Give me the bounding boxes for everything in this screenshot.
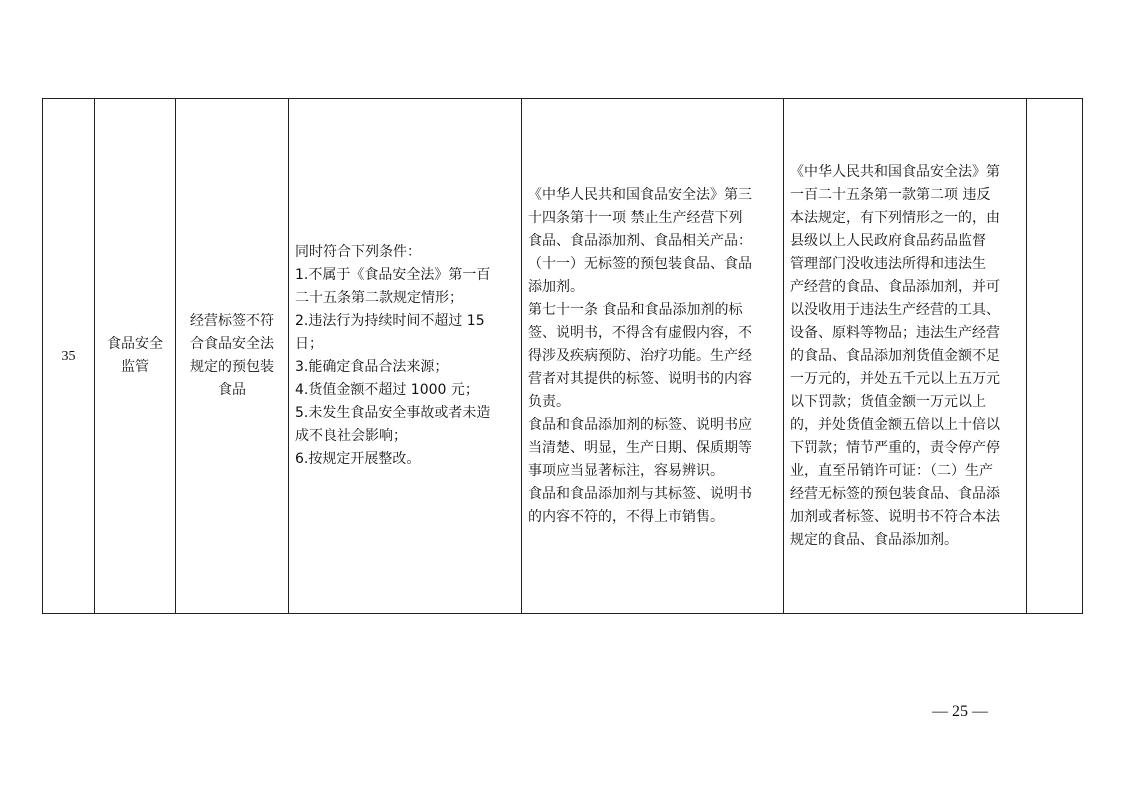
legal-basis-line: 营者对其提供的标签、说明书的内容 [528, 370, 752, 387]
legal-basis-line: 《中华人民共和国食品安全法》第三 [528, 186, 752, 203]
penalty-line: 县级以上人民政府食品药品监督 [790, 232, 986, 249]
legal-basis-line: 第七十一条 食品和食品添加剂的标 [528, 301, 743, 318]
penalty-line: 本法规定，有下列情形之一的，由 [790, 209, 1000, 226]
item-line: 食品 [218, 382, 246, 398]
condition-line: 6.按规定开展整改。 [295, 451, 421, 467]
legal-basis-line: 的内容不符的，不得上市销售。 [528, 508, 724, 525]
penalty-line: 以没收用于违法生产经营的工具、 [790, 301, 1000, 318]
legal-basis-line: 得涉及疾病预防、治疗功能。生产经 [528, 347, 752, 364]
table-row [43, 99, 1083, 614]
condition-line: 1.不属于《食品安全法》第一百 [295, 267, 491, 283]
row-number-cell [43, 99, 95, 614]
page-number: — 25 — [932, 703, 988, 720]
condition-line: 2.违法行为持续时间不超过 15 [295, 313, 485, 329]
penalty-line: 管理部门没收违法所得和违法生 [790, 255, 986, 272]
penalty-line: 《中华人民共和国食品安全法》第 [790, 163, 1000, 180]
penalty-line: 的，并处货值金额五倍以上十倍以 [790, 416, 1000, 433]
legal-basis-line: 食品、食品添加剂、食品相关产品： [528, 232, 752, 249]
legal-basis-line: 食品和食品添加剂与其标签、说明书 [528, 485, 752, 502]
row-number: 35 [61, 348, 76, 364]
legal-basis-line: 添加剂。 [528, 278, 584, 295]
conditions-cell [289, 99, 522, 614]
regulation-table [42, 98, 1083, 614]
legal-basis-line: 签、说明书，不得含有虚假内容，不 [528, 324, 752, 341]
condition-line: 同时符合下列条件： [295, 244, 421, 260]
condition-line: 成不良社会影响； [295, 428, 407, 444]
penalty-line: 加剂或者标签、说明书不符合本法 [790, 508, 1000, 525]
legal-basis-line: 食品和食品添加剂的标签、说明书应 [528, 416, 752, 433]
condition-line: 4.货值金额不超过 1000 元； [295, 382, 479, 398]
condition-line: 二十五条第二款规定情形； [295, 290, 463, 306]
department-line: 监管 [121, 359, 149, 375]
penalty-line: 下罚款；情节严重的，责令停产停 [790, 439, 1000, 456]
condition-line: 5.未发生食品安全事故或者未造 [295, 405, 491, 421]
item-cell [176, 99, 289, 614]
item-line: 合食品安全法 [190, 336, 274, 352]
penalty-line: 一百二十五条第一款第二项 违反 [790, 186, 991, 203]
legal-basis-line: 事项应当显著标注，容易辨识。 [528, 462, 724, 479]
penalty-line: 设备、原料等物品；违法生产经营 [790, 324, 1000, 341]
department-cell [95, 99, 176, 614]
penalty-line: 业，直至吊销许可证：（二）生产 [790, 462, 993, 479]
item-line: 经营标签不符 [190, 313, 274, 329]
penalty-line: 的食品、食品添加剂货值金额不足 [790, 347, 1000, 364]
department-line: 食品安全 [107, 336, 163, 352]
legal-basis-line: （十一）无标签的预包装食品、食品 [528, 255, 752, 272]
penalty-cell [784, 99, 1027, 614]
penalty-line: 以下罚款；货值金额一万元以上 [790, 393, 986, 410]
legal-basis-cell [522, 99, 784, 614]
item-line: 规定的预包装 [190, 359, 274, 375]
penalty-line: 规定的食品、食品添加剂。 [790, 531, 958, 548]
penalty-line: 一万元的，并处五千元以上五万元 [790, 370, 1000, 387]
penalty-line: 经营无标签的预包装食品、食品添 [790, 485, 1000, 502]
remarks-cell [1027, 99, 1083, 614]
penalty-line: 产经营的食品、食品添加剂，并可 [790, 278, 1000, 295]
condition-line: 日； [295, 336, 323, 352]
condition-line: 3.能确定食品合法来源； [295, 359, 449, 375]
legal-basis-line: 当清楚、明显，生产日期、保质期等 [528, 439, 752, 456]
legal-basis-line: 负责。 [528, 393, 570, 410]
legal-basis-line: 十四条第十一项 禁止生产经营下列 [528, 209, 743, 226]
